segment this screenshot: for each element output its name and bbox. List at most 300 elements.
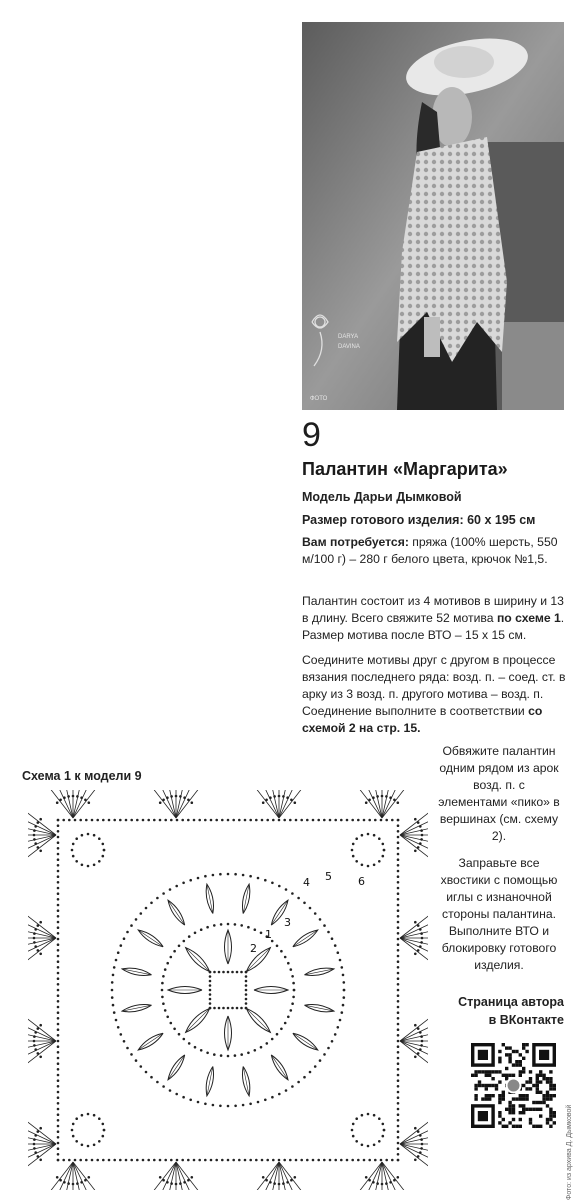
edge-fan-arc	[273, 795, 276, 798]
qr-module	[525, 1094, 528, 1097]
qr-module	[542, 1077, 545, 1080]
edge-fan-arc	[294, 801, 297, 804]
corner-rosette	[75, 1140, 78, 1143]
outer-frame-chain	[397, 926, 400, 929]
qr-module	[512, 1125, 515, 1128]
edge-fan-arc	[34, 1134, 37, 1137]
qr-module	[488, 1097, 491, 1100]
edge-fan-arc	[39, 921, 42, 924]
chain-ring-2	[285, 1089, 288, 1092]
chain-ring-1	[260, 1046, 263, 1049]
chain-ring-2	[242, 874, 245, 877]
outer-frame-chain	[397, 1057, 400, 1060]
outer-frame-chain	[266, 819, 269, 822]
chain-ring-2	[115, 959, 118, 962]
edge-fan-arc	[265, 1179, 268, 1182]
outer-frame-chain	[57, 983, 60, 986]
outer-frame-chain	[57, 1000, 60, 1003]
chain-ring-1	[247, 1052, 250, 1055]
edge-fan-arc	[33, 834, 36, 837]
edge-fan	[176, 1162, 201, 1190]
outer-frame-chain	[397, 955, 400, 958]
chain-ring-2	[303, 902, 306, 905]
edge-fan-arc	[80, 796, 83, 799]
qr-module	[529, 1070, 532, 1073]
qr-module	[481, 1070, 484, 1073]
desc1-part-c: . Размер мотива после ВТО – 15 х 15 см.	[302, 611, 565, 642]
chain-ring-1	[166, 1016, 169, 1019]
outer-frame-chain	[91, 1159, 94, 1162]
edge-fan-arc	[183, 1181, 186, 1184]
qr-module	[525, 1087, 528, 1090]
outer-frame-chain	[210, 819, 213, 822]
qr-module	[546, 1104, 549, 1107]
finished-size: Размер готового изделия: 60 х 195 см	[302, 513, 536, 527]
corner-rosette	[367, 1145, 370, 1148]
chain-ring-1	[161, 989, 164, 992]
edge-fan	[28, 1041, 56, 1050]
chain-ring-2	[339, 959, 342, 962]
corner-rosette	[367, 1113, 370, 1116]
edge-fan-arc	[389, 1181, 392, 1184]
outer-frame-chain	[397, 875, 400, 878]
chain-ring-2	[249, 1103, 252, 1106]
qr-module	[549, 1125, 552, 1128]
qr-module	[549, 1111, 552, 1114]
edge-fan-arc	[368, 799, 371, 802]
edge-fan-arc	[39, 850, 42, 853]
outer-frame-chain	[142, 1159, 145, 1162]
inner-petal-vein	[186, 1008, 210, 1032]
qr-module	[515, 1050, 518, 1053]
chain-ring-2	[297, 1081, 300, 1084]
edge-fan-arc	[80, 1181, 83, 1184]
edge-fan-arc	[262, 801, 265, 804]
qr-module	[553, 1084, 556, 1087]
outer-frame-chain	[283, 1159, 286, 1162]
qr-module	[546, 1077, 549, 1080]
chain-ring-2	[319, 1059, 322, 1062]
chain-ring-2	[334, 944, 337, 947]
edge-fan-arc	[170, 1182, 173, 1185]
outer-frame-chain	[57, 1051, 60, 1054]
chain-ring-1	[183, 940, 186, 943]
qr-module	[498, 1097, 501, 1100]
photo-credit: ФОТО	[310, 396, 328, 402]
chain-ring-1	[173, 950, 176, 953]
edge-fan	[279, 790, 288, 818]
edge-fan-arc	[56, 1176, 59, 1179]
edge-fan	[400, 914, 428, 939]
outer-frame-chain	[57, 1136, 60, 1139]
chain-ring-2	[249, 875, 252, 878]
edge-fan-arc	[393, 799, 396, 802]
outer-frame-chain	[147, 819, 150, 822]
chain-ring-2	[204, 1103, 207, 1106]
qr-module	[491, 1070, 494, 1073]
corner-rosette	[383, 849, 386, 852]
edge-fan-arc	[419, 928, 422, 931]
outer-frame-chain	[255, 819, 258, 822]
qr-module	[508, 1104, 511, 1107]
center-chain	[236, 971, 239, 974]
chain-ring-2	[182, 882, 185, 885]
qr-module	[481, 1084, 484, 1087]
qr-module	[546, 1121, 549, 1124]
qr-module	[515, 1060, 518, 1063]
corner-rosette	[352, 843, 355, 846]
edge-fan	[176, 1162, 185, 1190]
outer-frame-chain	[159, 1159, 162, 1162]
row-label: 4	[303, 876, 310, 889]
outer-frame-chain	[397, 915, 400, 918]
edge-fan-arc	[34, 1151, 37, 1154]
qr-module	[485, 1084, 488, 1087]
edge-fan-arc	[88, 1176, 91, 1179]
edge-fan-arc	[34, 825, 37, 828]
center-chain	[245, 993, 248, 996]
corner-rosette	[103, 849, 106, 852]
outer-frame-chain	[391, 819, 394, 822]
qr-module	[498, 1094, 501, 1097]
outer-frame-chain	[215, 1159, 218, 1162]
qr-module	[485, 1074, 488, 1077]
outer-frame-chain	[57, 1006, 60, 1009]
edge-fan-arc	[33, 941, 36, 944]
chain-ring-1	[280, 950, 283, 953]
outer-frame-chain	[397, 1068, 400, 1071]
qr-module	[525, 1108, 528, 1111]
edge-fan	[382, 1162, 399, 1190]
outer-frame-chain	[57, 1113, 60, 1116]
center-chain	[245, 975, 248, 978]
edge-fan-arc	[56, 801, 59, 804]
edge-fan-arc	[417, 1052, 420, 1055]
qr-module	[488, 1070, 491, 1073]
qr-module	[505, 1108, 508, 1111]
chain-ring-2	[343, 989, 346, 992]
outer-frame-chain	[57, 909, 60, 912]
edge-fan	[73, 1162, 82, 1190]
edge-fan	[73, 1162, 90, 1190]
corner-rosette	[373, 1144, 376, 1147]
edge-fan-arc	[278, 795, 281, 798]
chain-ring-2	[182, 1096, 185, 1099]
corner-rosette	[367, 833, 370, 836]
outer-frame-chain	[295, 1159, 298, 1162]
outer-frame-chain	[397, 1091, 400, 1094]
qr-module	[553, 1121, 556, 1124]
outer-frame-chain	[397, 847, 400, 850]
chain-ring-2	[297, 897, 300, 900]
edge-fan-arc	[33, 1147, 36, 1150]
chain-ring-2	[327, 1047, 330, 1050]
chain-ring-2	[135, 1059, 138, 1062]
outer-frame-chain	[68, 1159, 71, 1162]
chain-ring-2	[140, 912, 143, 915]
outer-frame-chain	[249, 819, 252, 822]
qr-module	[485, 1094, 488, 1097]
outer-frame-chain	[397, 943, 400, 946]
outer-frame-chain	[57, 1091, 60, 1094]
outer-frame-chain	[397, 1062, 400, 1065]
corner-rosette	[75, 1117, 78, 1120]
qr-module	[512, 1111, 515, 1114]
edge-fan-arc	[294, 1176, 297, 1179]
chain-ring-2	[314, 912, 317, 915]
edge-fan	[28, 835, 56, 844]
qr-module	[508, 1060, 511, 1063]
chain-ring-2	[342, 974, 345, 977]
qr-module	[539, 1125, 542, 1128]
qr-module	[546, 1080, 549, 1083]
chain-ring-2	[327, 931, 330, 934]
edge-fan-arc	[419, 825, 422, 828]
edge-fan	[270, 1162, 279, 1190]
corner-rosette	[98, 860, 101, 863]
chain-ring-2	[117, 951, 120, 954]
corner-rosette	[81, 1114, 84, 1117]
chain-ring-1	[162, 975, 165, 978]
outer-frame-chain	[266, 1159, 269, 1162]
center-chain	[209, 984, 212, 987]
chain-ring-1	[247, 926, 250, 929]
outer-frame-chain	[238, 819, 241, 822]
chain-ring-1	[161, 996, 164, 999]
edge-fan-arc	[265, 799, 268, 802]
edge-fan-arc	[376, 1182, 379, 1185]
author-line-1: Страница автора	[458, 995, 564, 1009]
edge-fan-arc	[269, 1181, 272, 1184]
edge-fan-arc	[159, 1176, 162, 1179]
edge-fan-arc	[39, 1159, 42, 1162]
corner-rosette	[87, 833, 90, 836]
edge-fan	[400, 1041, 428, 1066]
outer-frame-chain	[57, 989, 60, 992]
edge-fan-arc	[33, 829, 36, 832]
qr-module	[471, 1074, 474, 1077]
chain-ring-1	[266, 1042, 269, 1045]
chain-ring-1	[206, 926, 209, 929]
edge-fan	[382, 790, 399, 818]
edge-fan-arc	[417, 1155, 420, 1158]
outer-frame-chain	[193, 1159, 196, 1162]
edge-fan	[400, 929, 428, 938]
outer-frame-chain	[397, 841, 400, 844]
side-photo-note: Фото: из архива Д. Дымковой	[566, 1104, 573, 1200]
chain-ring-2	[162, 1085, 165, 1088]
edge-fan	[28, 938, 56, 947]
outer-frame-chain	[357, 819, 360, 822]
qr-module	[515, 1063, 518, 1066]
qr-module	[546, 1097, 549, 1100]
qr-module	[522, 1108, 525, 1111]
outer-frame-chain	[397, 909, 400, 912]
corner-rosette	[98, 1140, 101, 1143]
edge-fan-arc	[381, 795, 384, 798]
chain-ring-1	[194, 1046, 197, 1049]
chain-ring-1	[213, 924, 216, 927]
center-chain	[209, 993, 212, 996]
chain-ring-1	[162, 1002, 165, 1005]
chain-ring-2	[130, 1053, 133, 1056]
edge-fan-arc	[162, 1179, 165, 1182]
edge-fan	[373, 1162, 382, 1190]
chain-ring-1	[164, 968, 167, 971]
description-paragraph-2	[302, 652, 568, 737]
qr-module	[522, 1046, 525, 1049]
chain-ring-2	[113, 1011, 116, 1014]
edge-fan-arc	[33, 1035, 36, 1038]
edge-fan-arc	[414, 850, 417, 853]
outer-frame-chain	[317, 1159, 320, 1162]
chain-ring-2	[343, 996, 346, 999]
outer-frame-chain	[57, 921, 60, 924]
edge-fan	[255, 1162, 280, 1190]
outer-frame-chain	[278, 1159, 281, 1162]
edge-fan-arc	[39, 1056, 42, 1059]
outer-frame-chain	[108, 819, 111, 822]
inner-petal-vein	[186, 948, 210, 972]
chain-ring-1	[240, 924, 243, 927]
outer-frame-chain	[397, 1153, 400, 1156]
edge-fan-arc	[84, 799, 87, 802]
chain-ring-2	[219, 1105, 222, 1108]
edge-fan-arc	[421, 1040, 424, 1043]
qr-module	[498, 1057, 501, 1060]
qr-module	[553, 1087, 556, 1090]
outer-frame-chain	[368, 1159, 371, 1162]
outer-frame-chain	[397, 836, 400, 839]
outer-frame-chain	[397, 904, 400, 907]
chain-ring-2	[212, 1104, 215, 1107]
outer-frame-chain	[340, 1159, 343, 1162]
chain-ring-2	[162, 892, 165, 895]
edge-fan-arc	[417, 821, 420, 824]
corner-rosette	[373, 1114, 376, 1117]
outer-frame-chain	[57, 870, 60, 873]
chain-ring-2	[212, 874, 215, 877]
chain-ring-1	[234, 1054, 237, 1057]
edge-fan-arc	[34, 1048, 37, 1051]
outer-frame-chain	[363, 1159, 366, 1162]
corner-rosette	[87, 865, 90, 868]
chain-ring-1	[188, 935, 191, 938]
edge-fan-arc	[286, 796, 289, 799]
edge-fan	[28, 914, 56, 939]
center-chain	[227, 971, 230, 974]
chain-ring-1	[220, 923, 223, 926]
outer-frame-chain	[295, 819, 298, 822]
qr-module	[498, 1080, 501, 1083]
outer-frame-chain	[397, 1074, 400, 1077]
edge-fan	[28, 1144, 56, 1169]
center-chain	[209, 980, 212, 983]
qr-module	[529, 1077, 532, 1080]
chain-ring-2	[197, 1101, 200, 1104]
outer-frame-chain	[57, 943, 60, 946]
qr-module	[488, 1084, 491, 1087]
crochet-chart	[28, 790, 428, 1190]
edge-fan-arc	[166, 1181, 169, 1184]
middle-petal-vein	[271, 1055, 288, 1080]
edge-fan-arc	[187, 799, 190, 802]
chain-ring-2	[120, 1033, 123, 1036]
middle-petal-vein	[138, 1033, 163, 1050]
edge-fan-arc	[33, 1040, 36, 1043]
qr-code[interactable]	[471, 1043, 556, 1128]
qr-module	[491, 1077, 494, 1080]
chain-ring-2	[257, 1101, 260, 1104]
outer-frame-chain	[57, 972, 60, 975]
qr-module	[539, 1091, 542, 1094]
edge-fan	[400, 1120, 428, 1145]
outer-frame-chain	[57, 1108, 60, 1111]
qr-module	[529, 1108, 532, 1111]
center-chain	[240, 971, 243, 974]
chain-ring-1	[293, 989, 296, 992]
outer-frame-chain	[85, 1159, 88, 1162]
edge-fan-arc	[37, 924, 40, 927]
outer-frame-chain	[397, 1000, 400, 1003]
qr-module	[536, 1077, 539, 1080]
corner-rosette	[98, 1117, 101, 1120]
row-label: 1	[265, 928, 272, 941]
qr-module	[549, 1070, 552, 1073]
outer-frame-chain	[334, 1159, 337, 1162]
corner-rosette	[351, 849, 354, 852]
chain-ring-2	[169, 888, 172, 891]
corner-rosette	[361, 1144, 364, 1147]
outer-frame-chain	[397, 966, 400, 969]
qr-module	[508, 1101, 511, 1104]
center-chain	[209, 1002, 212, 1005]
scheme-2-reference: со схемой 2 на стр. 15.	[302, 704, 543, 735]
description-paragraph-3: Обвяжите палантин одним рядом из арок возд. п. с элементами «пико» в вершинах (см. схему 2).	[438, 744, 560, 843]
outer-frame-chain	[227, 1159, 230, 1162]
outer-frame-chain	[57, 926, 60, 929]
center-chain	[245, 998, 248, 1001]
edge-fan-arc	[59, 799, 62, 802]
qr-module	[498, 1070, 501, 1073]
edge-fan-arc	[262, 1176, 265, 1179]
corner-rosette	[93, 864, 96, 867]
chain-ring-2	[334, 1033, 337, 1036]
author-line-2: в ВКонтакте	[488, 1013, 564, 1027]
edge-fan	[56, 1162, 73, 1190]
outer-frame-chain	[397, 1159, 400, 1162]
edge-fan	[28, 1135, 56, 1144]
chain-ring-2	[291, 892, 294, 895]
outer-frame-chain	[153, 819, 156, 822]
qr-module	[536, 1125, 539, 1128]
chain-ring-2	[227, 1105, 230, 1108]
edge-fan	[400, 1135, 428, 1144]
outer-frame-chain	[329, 819, 332, 822]
edge-fan-arc	[290, 1179, 293, 1182]
outer-frame-chain	[397, 853, 400, 856]
qr-module	[549, 1094, 552, 1097]
qr-module	[542, 1074, 545, 1077]
qr-module	[522, 1084, 525, 1087]
outer-frame-chain	[363, 819, 366, 822]
qr-module	[536, 1080, 539, 1083]
edge-fan	[279, 790, 296, 818]
edge-fan-arc	[372, 1181, 375, 1184]
corner-rosette	[382, 843, 385, 846]
outer-frame-chain	[57, 1159, 60, 1162]
description-paragraph-4: Заправьте все хвостики с помощью иглы с изнаночной стороны палантина. Выполните ВТО и блокировку готового изделия.	[440, 856, 558, 972]
